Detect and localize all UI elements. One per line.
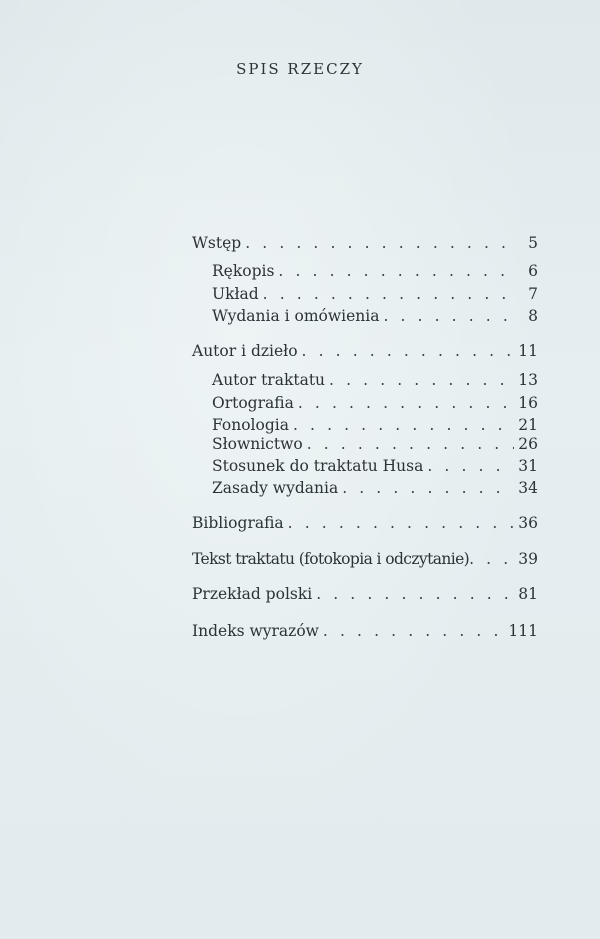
toc-entry-page: 111	[508, 622, 538, 640]
toc-entry-label: Słownictwo	[212, 435, 303, 453]
toc-entry-bibliografia	[192, 512, 538, 534]
toc-entry-przeklad-polski	[192, 583, 538, 605]
dot-leader	[302, 340, 515, 362]
toc-entry-label: Ortografia	[212, 394, 294, 412]
toc-entry-tekst-traktatu	[192, 548, 538, 570]
toc-entry-autor-traktatu	[212, 369, 538, 391]
dot-leader	[307, 433, 515, 455]
dot-leader	[288, 512, 515, 534]
toc-entry-rekopis	[212, 260, 538, 282]
dot-leader	[263, 283, 516, 305]
toc-entry-page: 11	[518, 342, 538, 360]
toc-entry-label: Bibliografia	[192, 514, 284, 532]
toc-entry-label: Wstęp	[192, 234, 242, 252]
dot-leader	[278, 260, 516, 282]
dot-leader	[323, 620, 504, 642]
toc-entry-page: 81	[518, 585, 538, 603]
toc-entry-page: 7	[528, 285, 538, 303]
toc-entry-autor-i-dzielo	[192, 340, 538, 362]
toc-entry-page: 5	[528, 234, 538, 252]
toc-entry-stosunek	[212, 455, 538, 477]
toc-entry-uklad	[212, 283, 538, 305]
toc-entry-label: Autor traktatu	[212, 371, 326, 389]
toc-entry-label: Stosunek do traktatu Husa	[212, 457, 424, 475]
toc-entry-zasady-wydania	[212, 477, 538, 499]
toc-entry-page: 36	[518, 514, 538, 532]
dot-leader	[427, 455, 514, 477]
toc-entry-page: 16	[518, 394, 538, 412]
toc-entry-label: Autor i dzieło	[192, 342, 298, 360]
toc-entry-page: 21	[518, 416, 538, 434]
toc-entry-page: 34	[518, 479, 538, 497]
toc-entry-slownictwo	[212, 433, 538, 455]
page-title: SPIS RZECZY	[236, 60, 364, 78]
toc-entry-page: 31	[518, 457, 538, 475]
toc-entry-page: 6	[528, 262, 538, 280]
toc-entry-page: 13	[518, 371, 538, 389]
dot-leader	[383, 305, 516, 327]
toc-entry-page: 39	[518, 550, 538, 568]
toc-entry-label: Fonologia	[212, 416, 289, 434]
toc-entry-ortografia	[212, 392, 538, 414]
toc-entry-label: Przekład polski	[192, 585, 313, 603]
toc-entry-indeks-wyrazow	[192, 620, 538, 642]
toc-entry-wydania	[212, 305, 538, 327]
dot-leader	[298, 392, 514, 414]
dot-leader	[245, 232, 516, 254]
toc-entry-label: Wydania i omówienia	[212, 307, 380, 325]
toc-entry-label: Indeks wyrazów	[192, 622, 319, 640]
dot-leader	[342, 477, 514, 499]
toc-entry-wstep	[192, 232, 538, 254]
toc-entry-page: 26	[518, 435, 538, 453]
dot-leader	[316, 583, 514, 605]
dot-leader	[329, 369, 514, 391]
toc-entry-page: 8	[528, 307, 538, 325]
toc-entry-label: Tekst traktatu (fotokopia i odczytanie)	[192, 550, 470, 568]
toc-entry-label: Zasady wydania	[212, 479, 339, 497]
toc-entry-label: Układ	[212, 285, 259, 303]
toc-entry-label: Rękopis	[212, 262, 275, 280]
dot-leader	[469, 548, 518, 570]
